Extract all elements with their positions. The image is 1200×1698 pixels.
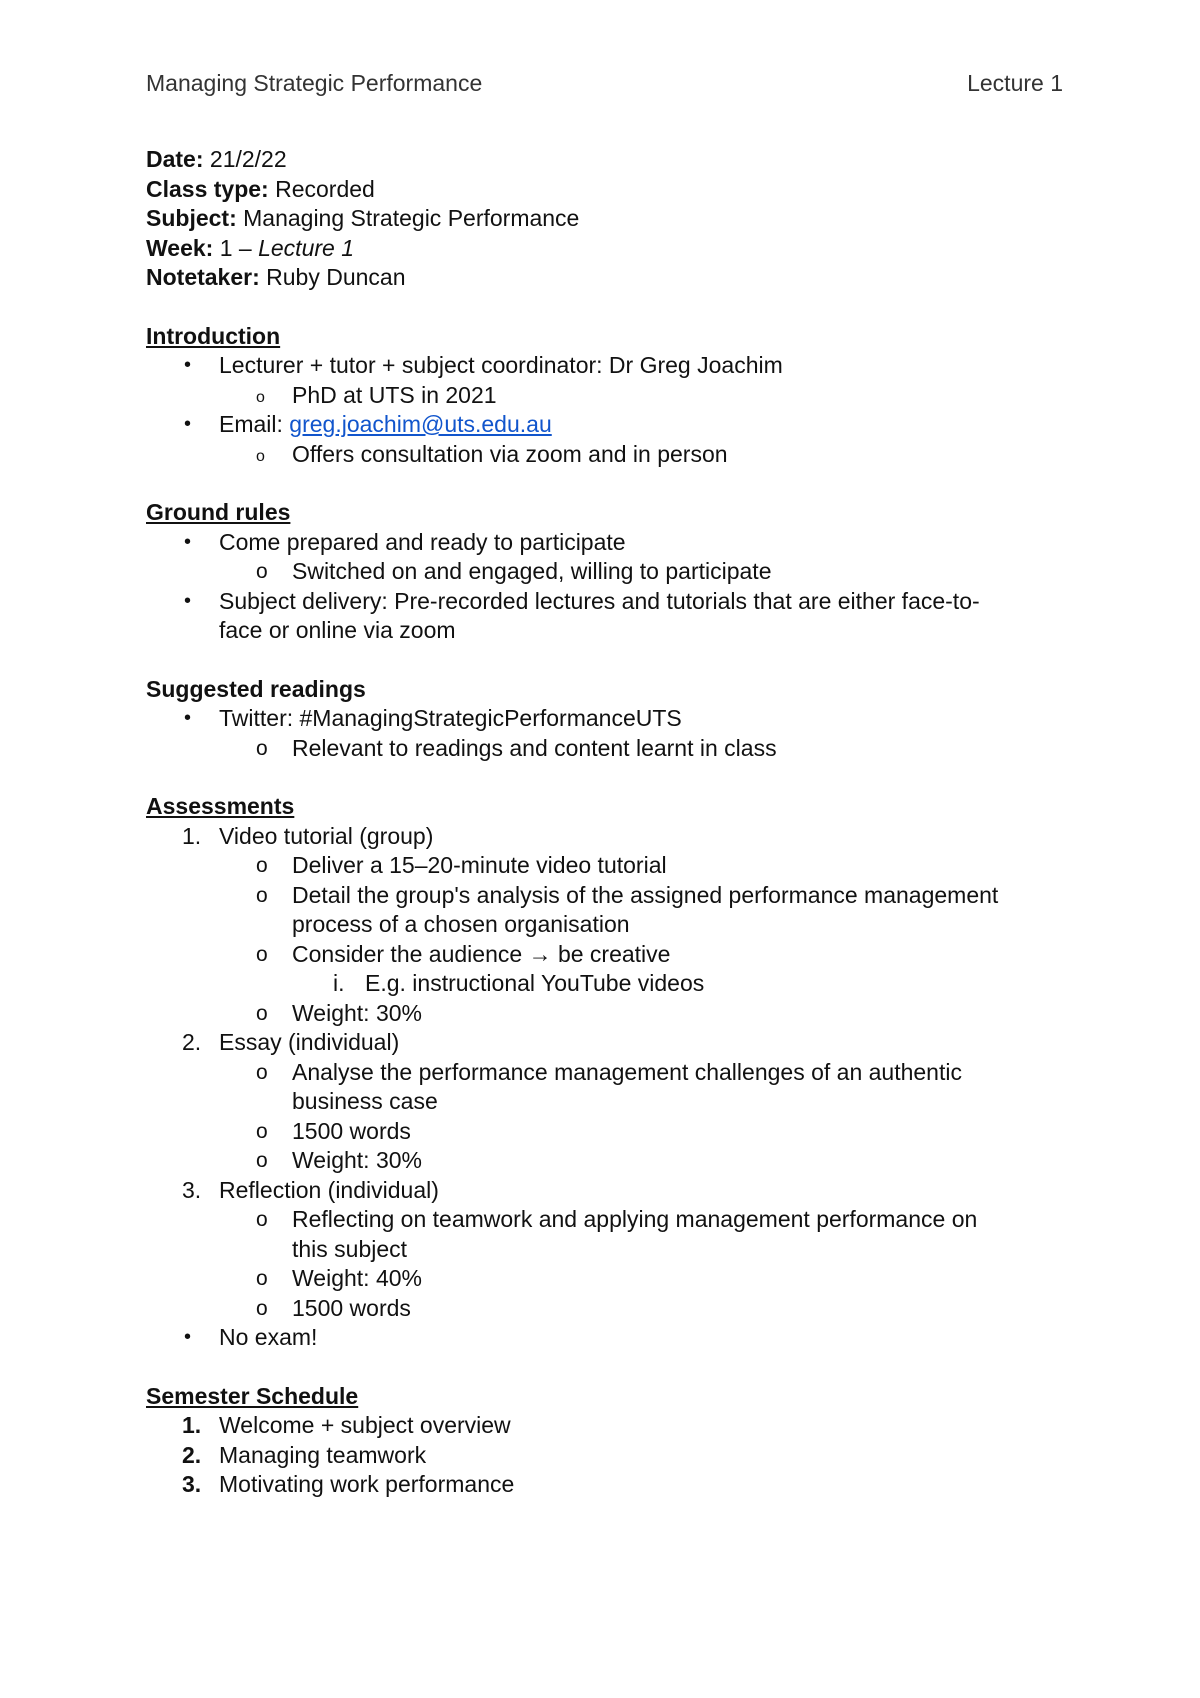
schedule-list xyxy=(146,1411,1066,1500)
introduction-heading: Introduction xyxy=(146,322,281,349)
sub-bullet-icon: o xyxy=(256,1060,268,1084)
sub-bullet-icon: o xyxy=(256,942,268,966)
list-item-text: No exam! xyxy=(219,1324,318,1350)
list-item-text: Managing teamwork xyxy=(219,1441,427,1468)
meta-subject-value: Managing Strategic Performance xyxy=(236,205,580,231)
bullet-icon: • xyxy=(184,530,192,553)
list-item xyxy=(146,587,1066,646)
list-item-text: Lecturer + tutor + subject coordinator: Dr Greg Joachim xyxy=(219,352,783,378)
list-item xyxy=(146,440,1066,470)
ground-rules-heading: Ground rules xyxy=(146,499,291,525)
sub-bullet-icon: o xyxy=(256,1296,268,1320)
list-item-text: Deliver a 15–20-minute video tutorial xyxy=(292,852,667,878)
list-item xyxy=(146,1058,1066,1117)
meta-notetaker xyxy=(146,263,1066,293)
assessments-list xyxy=(146,822,1066,1353)
list-item xyxy=(146,1176,1066,1206)
list-item xyxy=(146,528,1066,558)
list-item xyxy=(146,1470,1066,1500)
sub-bullet-icon: o xyxy=(256,1208,268,1231)
list-item-text: Analyse the performance management challenges of an authentic xyxy=(292,1058,962,1085)
list-item xyxy=(146,1146,1066,1176)
bullet-icon: • xyxy=(184,354,192,376)
list-item-text: process of a chosen organisation xyxy=(292,911,630,937)
sub-bullet-icon: o xyxy=(256,1119,268,1143)
list-number: 2. xyxy=(182,1029,202,1055)
list-item-text: 1500 words xyxy=(292,1294,411,1321)
list-item-text: Twitter: #ManagingStrategicPerformanceUTS xyxy=(219,705,682,731)
list-item-text: business case xyxy=(292,1088,438,1114)
list-number: 1. xyxy=(182,1412,202,1438)
sub-bullet-icon: o xyxy=(256,1001,268,1025)
list-item-text: Subject delivery: Pre-recorded lectures and tutorials that are either face-to- xyxy=(219,587,980,614)
list-item xyxy=(146,410,1066,440)
schedule-heading: Semester Schedule xyxy=(146,1382,359,1409)
list-item xyxy=(146,1205,1066,1264)
list-item-text: Weight: 30% xyxy=(292,999,422,1026)
list-item-text: Consider the audience xyxy=(292,940,529,967)
meta-subject xyxy=(146,204,1066,234)
meta-date xyxy=(146,145,1066,175)
header-lecture: Lecture 1 xyxy=(967,70,1063,96)
list-item-text: Welcome + subject overview xyxy=(219,1412,511,1438)
sub-bullet-icon: o xyxy=(256,560,268,583)
list-item xyxy=(146,351,1066,381)
list-number: 3. xyxy=(182,1471,202,1497)
list-item-text: Detail the group's analysis of the assigned performance management xyxy=(292,881,999,908)
meta-notetaker-label: Notetaker: xyxy=(146,264,260,290)
bullet-icon: • xyxy=(184,707,192,729)
meta-week-italic: Lecture 1 xyxy=(258,234,354,261)
sub-bullet-icon: o xyxy=(256,736,268,760)
list-item xyxy=(146,881,1066,940)
list-item xyxy=(146,557,1066,587)
meta-notetaker-value: Ruby Duncan xyxy=(259,264,406,290)
meta-block xyxy=(146,145,1066,293)
meta-week-value: 1 – xyxy=(213,234,259,261)
list-item xyxy=(146,1294,1066,1324)
list-item xyxy=(146,1323,1066,1353)
list-number: 2. xyxy=(182,1441,202,1468)
list-item-text: PhD at UTS in 2021 xyxy=(292,381,497,408)
list-item-text: Switched on and engaged, willing to participate xyxy=(292,558,772,584)
list-item xyxy=(146,851,1066,881)
readings-list xyxy=(146,704,1066,763)
list-item xyxy=(146,1028,1066,1058)
meta-date-label: Date: xyxy=(146,146,204,172)
sub-bullet-icon: o xyxy=(256,447,265,465)
list-item xyxy=(146,1441,1066,1471)
meta-class-type xyxy=(146,175,1066,205)
sub-bullet-icon: o xyxy=(256,1149,268,1172)
list-item-text: Video tutorial (group) xyxy=(219,822,434,849)
header-title: Managing Strategic Performance xyxy=(146,70,483,96)
introduction-list xyxy=(146,351,1066,469)
email-link[interactable]: greg.joachim@uts.edu.au xyxy=(289,411,552,437)
readings-heading: Suggested readings xyxy=(146,675,366,702)
list-item-text: Weight: 40% xyxy=(292,1265,422,1291)
list-item xyxy=(146,940,1066,970)
list-item xyxy=(146,1264,1066,1294)
list-item-text: E.g. instructional YouTube videos xyxy=(365,970,705,996)
meta-subject-label: Subject: xyxy=(146,205,237,231)
list-item-text: Offers consultation via zoom and in person xyxy=(292,440,728,467)
list-item-text: Motivating work performance xyxy=(219,1471,515,1497)
list-item-text: Come prepared and ready to participate xyxy=(219,528,626,555)
list-item-text: Weight: 30% xyxy=(292,1147,422,1173)
arrow-right-icon: → xyxy=(528,940,552,967)
document-body xyxy=(146,145,1066,1500)
list-item-text: Reflection (individual) xyxy=(219,1176,439,1203)
bullet-icon: • xyxy=(184,1326,192,1348)
list-item xyxy=(146,381,1066,411)
bullet-icon: • xyxy=(184,589,192,612)
list-item xyxy=(146,999,1066,1029)
list-item xyxy=(146,734,1066,764)
list-item-text: this subject xyxy=(292,1235,408,1262)
meta-week xyxy=(146,234,1066,264)
list-item xyxy=(146,704,1066,734)
meta-week-label: Week: xyxy=(146,234,214,261)
list-number: i. xyxy=(333,970,345,996)
assessments-heading: Assessments xyxy=(146,793,295,819)
list-item-text: Reflecting on teamwork and applying management performance on xyxy=(292,1206,978,1232)
list-number: 1. xyxy=(182,822,202,849)
meta-class-value: Recorded xyxy=(268,175,375,202)
sub-bullet-icon: o xyxy=(256,1267,268,1290)
meta-date-value: 21/2/22 xyxy=(203,146,287,172)
list-item-text: Relevant to readings and content learnt in class xyxy=(292,734,777,761)
list-item xyxy=(146,969,1066,999)
list-number: 3. xyxy=(182,1176,202,1203)
list-item-text: face or online via zoom xyxy=(219,617,456,643)
list-item-text: 1500 words xyxy=(292,1117,411,1144)
sub-bullet-icon: o xyxy=(256,883,268,907)
list-item xyxy=(146,1411,1066,1441)
list-item xyxy=(146,1117,1066,1147)
list-item-text: Essay (individual) xyxy=(219,1029,400,1055)
sub-bullet-icon: o xyxy=(256,388,265,406)
list-item-text: be creative xyxy=(551,940,671,967)
list-item-text: Email: xyxy=(219,411,290,437)
ground-rules-list xyxy=(146,528,1066,646)
sub-bullet-icon: o xyxy=(256,854,268,877)
list-item xyxy=(146,822,1066,852)
bullet-icon: • xyxy=(184,413,192,435)
meta-class-label: Class type: xyxy=(146,175,269,202)
